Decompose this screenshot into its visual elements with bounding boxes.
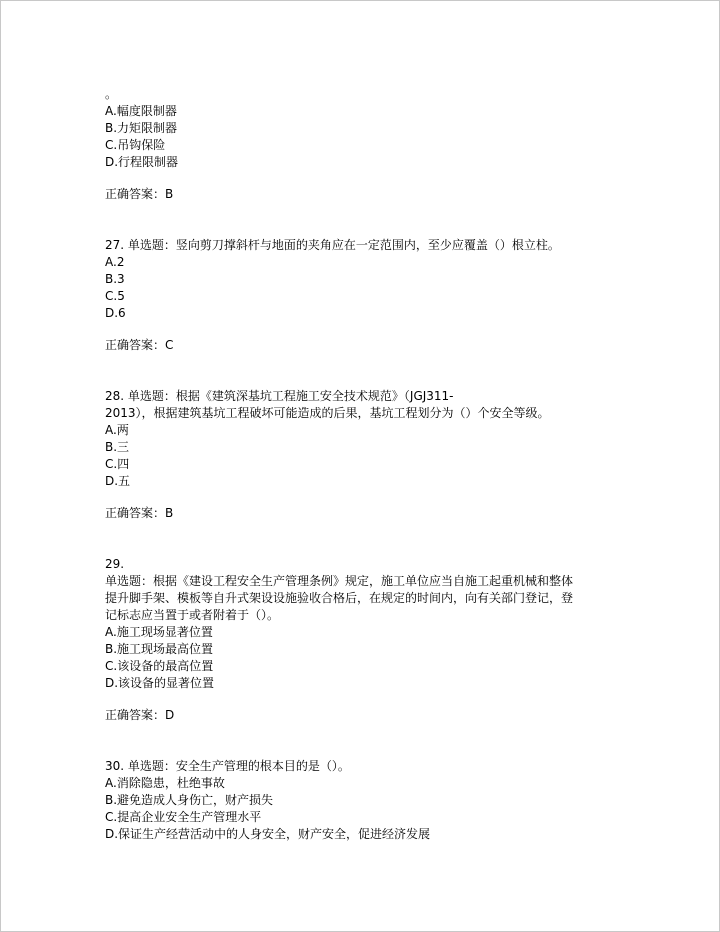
option-c: C.5 [105, 289, 125, 303]
question-stem: 30. 单选题：安全生产管理的根本目的是（）。 [105, 759, 350, 773]
question-stem: 单选题：根据《建设工程安全生产管理条例》规定，施工单位应当自施工起重机械和整体 [105, 574, 574, 588]
option-a: A.施工现场显著位置 [105, 625, 213, 639]
option-b: B.力矩限制器 [105, 121, 178, 135]
option-d: D.五 [105, 474, 131, 488]
option-a: A.幅度限制器 [105, 104, 177, 118]
question-stem-tail: 。 [105, 87, 118, 101]
correct-answer: 正确答案：D [105, 708, 175, 722]
question-stem-continued: 2013），根据建筑基坑工程破坏可能造成的后果，基坑工程划分为（）个安全等级。 [105, 406, 550, 420]
option-b: B.3 [105, 272, 125, 286]
option-a: A.消除隐患，杜绝事故 [105, 776, 225, 790]
question-27 [105, 237, 625, 354]
question-number: 29. [105, 557, 125, 571]
question-stem: 27. 单选题：竖向剪刀撑斜杆与地面的夹角应在一定范围内，至少应覆盖（）根立柱。 [105, 238, 560, 252]
correct-answer: 正确答案：B [105, 187, 174, 201]
correct-answer: 正确答案：C [105, 338, 174, 352]
option-d: D.保证生产经营活动中的人身安全，财产安全，促进经济发展 [105, 827, 431, 841]
option-b: B.三 [105, 440, 130, 454]
question-list [105, 86, 625, 843]
option-b: B.施工现场最高位置 [105, 642, 214, 656]
option-d: D.6 [105, 306, 126, 320]
question-29 [105, 556, 625, 724]
question-28 [105, 388, 625, 522]
question-stem-continued: 记标志应当置于或者附着于（）。 [105, 608, 280, 622]
question-stem: 28. 单选题：根据《建筑深基坑工程施工安全技术规范》（JGJ311- [105, 389, 454, 403]
option-c: C.提高企业安全生产管理水平 [105, 810, 262, 824]
correct-answer: 正确答案：B [105, 506, 174, 520]
option-a: A.2 [105, 255, 125, 269]
question-stem-continued: 提升脚手架、模板等自升式架设设施验收合格后，在规定的时间内，向有关部门登记，登 [105, 591, 574, 605]
option-c: C.该设备的最高位置 [105, 659, 214, 673]
option-c: C.四 [105, 457, 130, 471]
option-d: D.行程限制器 [105, 155, 179, 169]
question-30 [105, 758, 625, 843]
question-26-tail [105, 86, 625, 203]
option-a: A.两 [105, 423, 129, 437]
option-b: B.避免造成人身伤亡，财产损失 [105, 793, 274, 807]
option-d: D.该设备的显著位置 [105, 676, 215, 690]
option-c: C.吊钩保险 [105, 138, 166, 152]
